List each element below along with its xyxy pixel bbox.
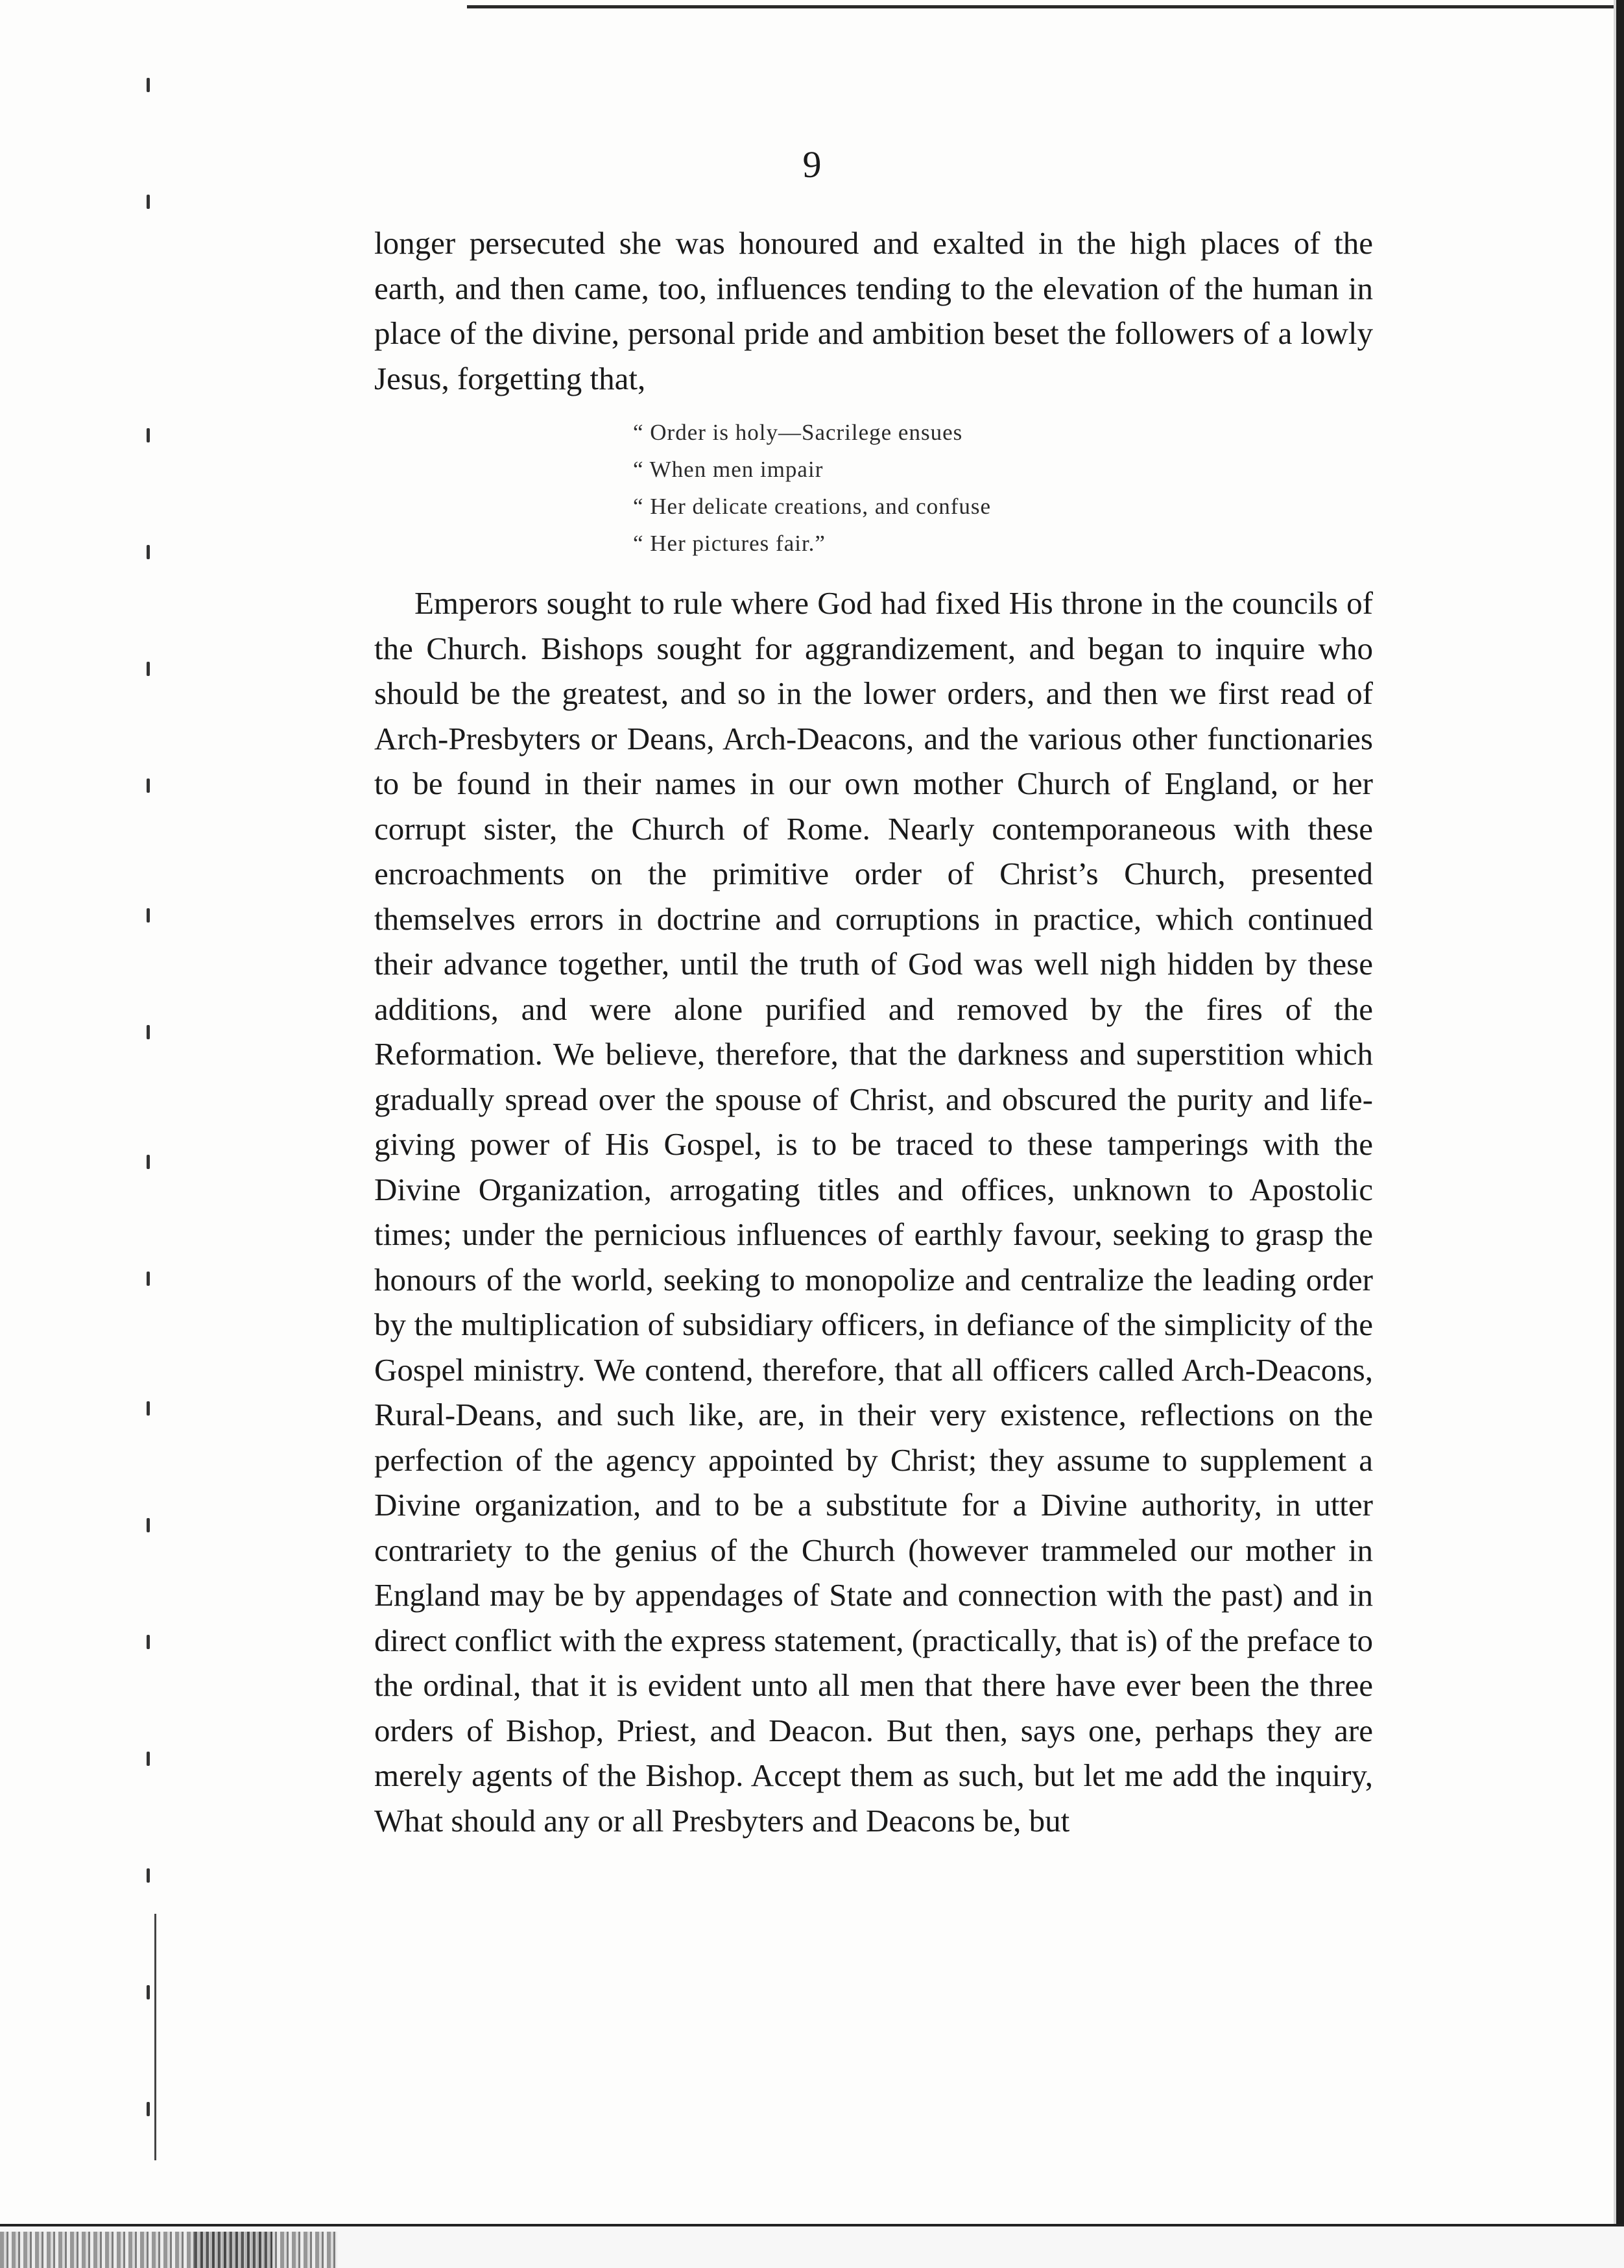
scan-noise: [195, 2232, 272, 2268]
page-number: 9: [802, 143, 822, 186]
verse-line: “ Order is holy—Sacrilege ensues: [633, 420, 963, 445]
bottom-book-edge: [0, 2224, 1624, 2268]
right-book-edge: [1616, 0, 1624, 2268]
verse-line: “ Her delicate creations, and confuse: [633, 494, 992, 519]
left-binding-line: [154, 1914, 156, 2160]
paragraph-continuation: longer persecuted she was honoured and exalted in the high places of the earth, and then came, too, influences tending to the elevation of the human in place of the divine, personal pride and ambition beset the followers of a lowly Jesus, forgetting that,: [374, 225, 1373, 396]
top-edge-rule: [467, 5, 1624, 8]
verse-line: “ When men impair: [633, 457, 824, 482]
scan-noise: [0, 2232, 337, 2268]
verse-line: “ Her pictures fair.”: [633, 531, 826, 556]
body-paragraph: Emperors sought to rule where God had fixed His throne in the councils of the Church. Bishops sought for aggrandizement, and began to inquire who should be the greatest, and so in the lower orders, and then we first read of Arch-Presbyters or Deans, Arch-Deacons, and the various other functionaries to be found in their names in our own mother Church of England, or her corrupt sister, the Church of Rome. Nearly contemporaneous with these encroachments on the primitive order of Christ’s Church, presented themselves errors in doctrine and corruptions in practice, which continued their advance together, until the truth of God was well nigh hidden by these additions, and were alone purified and removed by the fires of the Reformation. We believe, therefore, that the darkness and superstition which gradually spread over the spouse of Christ, and obscured the purity and life-giving power of His Gospel, is to be traced to these tamperings with the Divine Organization, arrogating titles and offices, unknown to Apostolic times; under the pernicious influences of earthly favour, seeking to grasp the honours of the world, seeking to monopolize and centralize the leading order by the multiplication of subsidiary officers, in defiance of the simplicity of the Gospel ministry. We contend, therefore, that all officers called Arch-Deacons, Rural-Deans, and such like, are, in their very existence, reflections on the perfection of the agency appointed by Christ; they assume to supplement a Divine organization, and to be a substitute for a Divine authority, in utter contrariety to the genius of the Church (however trammeled our mother in England may be by appendages of State and connection with the past) and in direct conflict with the express statement, (practically, that is) of the preface to the ordinal, that it is evident unto all men that there have ever been the three orders of Bishop, Priest, and Deacon. But then, says one, perhaps they are merely agents of the Bishop. Accept them as such, but let me add the inquiry, What should any or all Presbyters and Deacons be, but: [374, 585, 1373, 1839]
verse-quotation: [633, 414, 1217, 562]
left-margin-marks: [147, 65, 166, 2160]
